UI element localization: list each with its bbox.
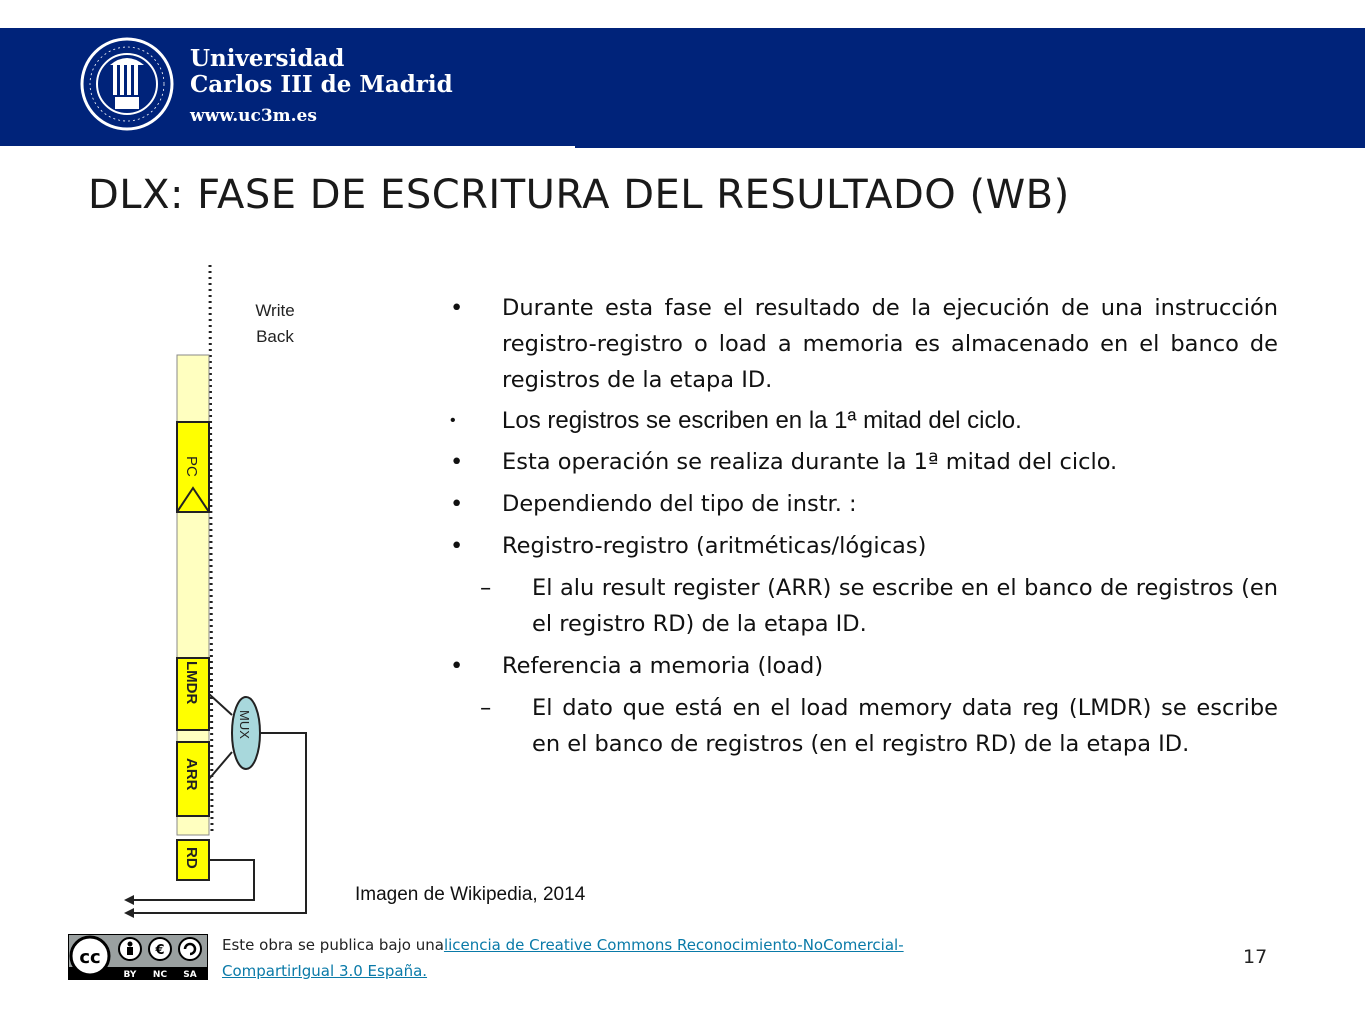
lmdr-label: LMDR <box>183 661 200 705</box>
sub-bullet-item <box>450 570 1278 642</box>
stage-label-back: Back <box>256 327 294 346</box>
page-title: DLX: FASE DE ESCRITURA DEL RESULTADO (WB) <box>88 172 1070 218</box>
creative-commons-badge-icon[interactable] <box>68 934 208 980</box>
bullet-item <box>450 290 1278 398</box>
dash-symbol: – <box>480 695 492 721</box>
bullet-item <box>450 486 1278 522</box>
bullet-text: Registro-registro (aritméticas/lógicas) <box>502 533 927 559</box>
svg-text:€: € <box>155 943 165 958</box>
bullet-item <box>450 404 1278 438</box>
sub-bullet-item <box>450 690 1278 762</box>
bullet-text: Referencia a memoria (load) <box>502 653 824 679</box>
sub-bullet-text: El alu result register (ARR) se escribe en el banco de registros (en el registro RD) de la etapa ID. <box>532 575 1278 637</box>
mux-output-wire <box>126 733 306 913</box>
mux-label: MUX <box>237 710 252 739</box>
pc-label: PC <box>183 456 200 477</box>
page-number: 17 <box>1243 946 1268 968</box>
bullet-symbol: • <box>450 295 464 321</box>
bullet-text: Esta operación se realiza durante la 1ª mitad del ciclo. <box>502 449 1118 475</box>
nc-label: NC <box>152 970 168 980</box>
university-line-2: Carlos III de Madrid <box>190 71 453 98</box>
bullet-symbol: • <box>450 412 456 429</box>
license-link[interactable]: licencia de Creative Commons Reconocimiento-NoComercial-CompartirIgual 3.0 España. <box>222 936 904 980</box>
bullet-text: Durante esta fase el resultado de la ejecución de una instrucción registro-registro o load a memoria es almacenado en el banco de registros de la etapa ID. <box>502 295 1278 393</box>
bullet-item <box>450 444 1278 480</box>
pipeline-diagram <box>110 260 340 920</box>
bullet-symbol: • <box>450 533 464 559</box>
university-name <box>190 46 453 128</box>
bullet-text: Los registros se escriben en la 1ª mitad del ciclo. <box>502 407 1022 434</box>
rd-label: RD <box>183 847 200 869</box>
rd-output-arrow <box>124 895 134 905</box>
bullet-symbol: • <box>450 653 464 679</box>
bullet-item <box>450 648 1278 684</box>
cc-badge-text: cc <box>79 947 101 968</box>
dash-symbol: – <box>480 575 492 601</box>
university-seal-logo <box>80 37 174 131</box>
license-notice <box>222 932 922 984</box>
sub-bullet-text: El dato que está en el load memory data reg (LMDR) se escribe en el banco de registros (en el registro RD) de la etapa ID. <box>532 695 1278 757</box>
image-credit: Imagen de Wikipedia, 2014 <box>355 884 586 905</box>
header-divider <box>0 146 575 148</box>
bullet-symbol: • <box>450 449 464 475</box>
by-label: BY <box>123 970 137 980</box>
website-link[interactable]: www.uc3m.es <box>190 106 317 126</box>
license-prefix: Este obra se publica bajo una <box>222 936 444 954</box>
stage-label-write: Write <box>255 301 295 320</box>
arr-to-mux-wire <box>209 752 232 779</box>
mux-output-arrow <box>124 908 134 918</box>
bullet-symbol: • <box>450 491 464 517</box>
arr-label: ARR <box>183 758 200 791</box>
bullet-item <box>450 528 1278 564</box>
slide-content <box>450 290 1278 762</box>
sa-label: SA <box>183 970 197 980</box>
university-line-1: Universidad <box>190 45 345 72</box>
bullet-text: Dependiendo del tipo de instr. : <box>502 491 857 517</box>
stage-boundary <box>210 265 212 835</box>
